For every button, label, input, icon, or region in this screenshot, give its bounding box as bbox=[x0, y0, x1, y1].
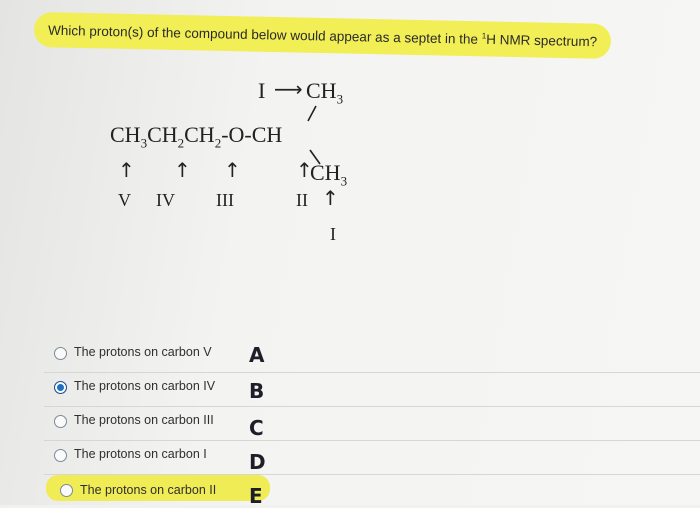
radio-option-a[interactable] bbox=[54, 347, 67, 360]
radio-option-e[interactable] bbox=[60, 484, 73, 497]
carbon-label-IV: IV bbox=[156, 190, 175, 210]
option-d[interactable] bbox=[44, 440, 700, 475]
question-text bbox=[34, 18, 679, 53]
option-c-label: The protons on carbon III bbox=[74, 413, 214, 427]
radio-option-d[interactable] bbox=[54, 449, 67, 462]
handwritten-letter-a: A bbox=[249, 343, 265, 367]
radio-option-b[interactable] bbox=[54, 381, 67, 394]
side-methyl-group: $CH_3$ bbox=[310, 160, 348, 189]
radio-option-c[interactable] bbox=[54, 415, 67, 428]
option-d-label: The protons on carbon I bbox=[74, 447, 207, 461]
question-prefix: Which proton(s) of the compound below would appear as a septet in the bbox=[47, 22, 482, 47]
up-arrow-icon: ↑ bbox=[322, 186, 339, 210]
handwritten-letter-b: B bbox=[249, 379, 265, 403]
option-a-label: The protons on carbon V bbox=[74, 345, 212, 359]
question-superscript: 1 bbox=[481, 31, 487, 41]
handwritten-letter-c: C bbox=[249, 416, 264, 440]
option-e[interactable] bbox=[44, 474, 700, 508]
right-arrow-icon: ⟶ bbox=[274, 77, 303, 101]
handwritten-letter-d: D bbox=[249, 450, 266, 474]
label-top-I: I bbox=[258, 78, 266, 103]
up-arrow-icon: ↑ bbox=[224, 158, 241, 182]
option-b[interactable] bbox=[44, 372, 700, 407]
bottom-label-I: I bbox=[330, 224, 336, 244]
up-arrow-icon: ↑ bbox=[118, 158, 135, 182]
question-highlight bbox=[34, 12, 612, 59]
option-c[interactable] bbox=[44, 406, 700, 441]
option-b-label: The protons on carbon IV bbox=[74, 379, 216, 393]
up-arrow-icon: ↑ bbox=[174, 158, 191, 182]
carbon-label-V: V bbox=[118, 190, 131, 210]
bond-line-top bbox=[302, 104, 322, 124]
option-e-label: The protons on carbon II bbox=[80, 483, 217, 497]
option-a[interactable] bbox=[44, 338, 700, 373]
question-suffix: H NMR spectrum? bbox=[486, 31, 598, 50]
handwritten-letter-e: E bbox=[249, 484, 263, 508]
top-methyl-group: $CH_3$ bbox=[306, 78, 344, 107]
up-arrow-icon: ↑ bbox=[296, 158, 313, 182]
main-chain: $CH_3CH_2CH_2-O-CH$ bbox=[110, 122, 283, 151]
carbon-label-III: III bbox=[216, 190, 234, 210]
carbon-label-II: II bbox=[296, 190, 308, 210]
chemical-structure bbox=[110, 78, 410, 288]
